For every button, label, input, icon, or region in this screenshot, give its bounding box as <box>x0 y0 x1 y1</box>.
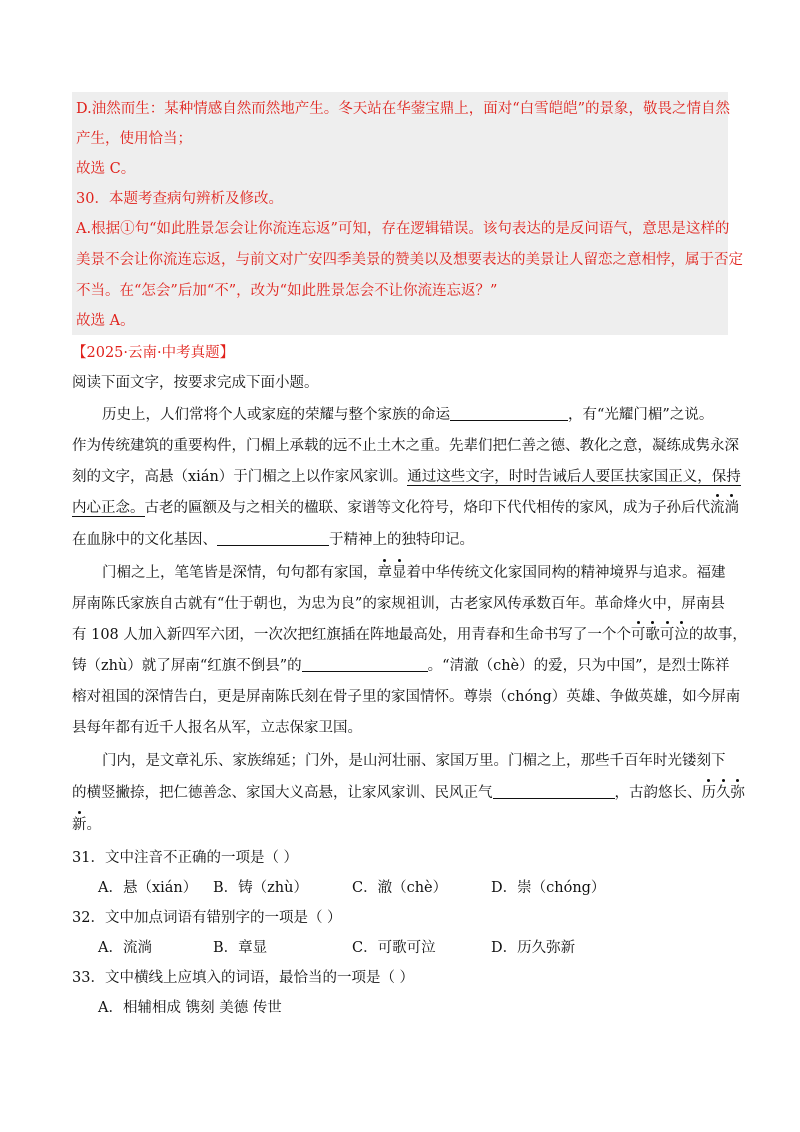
passage-text: 刻的文字，高悬（xián）于门楣之上以作家风家训。 <box>72 469 408 485</box>
passage-p2-line-2: 屏南陈氏家族自古就有“仕于朝也，为忠为良”的家规祖训，古老家风传承数百年。革命烽火中，屏南县 <box>72 596 725 612</box>
fill-blank-4 <box>493 783 615 799</box>
q30-explanation-title: 30．本题考查病句辨析及修改。 <box>76 191 283 207</box>
dotted-char: 显 <box>392 565 407 581</box>
passage-p1-line-5 <box>72 530 474 550</box>
dotted-char: 新 <box>72 817 87 833</box>
answer-d-line-1: D.油然而生：某种情感自然而然地产生。冬天站在华蓥宝鼎上，面对“白雪皑皑”的景象，敬畏之情自然 <box>76 101 731 117</box>
q32-option-c[interactable]: C．可歌可泣 <box>352 940 436 956</box>
answer-conclusion-c: 故选 C。 <box>76 161 136 177</box>
passage-text: 古老的匾额及与之相关的楹联、家谱等文化符号，烙印下代代相传的家风，成为子孙后代 <box>144 500 710 516</box>
passage-text: 。 <box>86 817 101 833</box>
source-tag: 【2025·云南·中考真题】 <box>72 345 235 361</box>
passage-p1-line-2: 作为传统建筑的重要构件，门楣上承载的远不止土木之重。先辈们把仁善之德、教化之意，凝练成隽永深 <box>72 438 739 454</box>
dotted-char: 泣 <box>674 627 689 643</box>
passage-p3-line-3 <box>72 815 101 835</box>
passage-p2-line-6: 县每年都有近千人报名从军，立志保家卫国。 <box>72 720 362 736</box>
dotted-char: 历 <box>701 785 716 801</box>
passage-text: 有 108 人加入新四军六团，一次次把红旗插在阵地最高处，用青春和生命书写了一个个 <box>72 627 631 643</box>
reading-instruction: 阅读下面文字，按要求完成下面小题。 <box>72 375 319 391</box>
dotted-char: 可 <box>630 627 646 643</box>
passage-text: 铸（zhù）就了屏南“红旗不倒县”的 <box>72 658 302 674</box>
passage-p1-line-4 <box>72 498 739 518</box>
passage-p2-line-4 <box>72 656 730 676</box>
dotted-char: 章 <box>377 565 392 581</box>
passage-p2-line-1 <box>102 563 726 583</box>
fill-blank-2 <box>217 530 329 546</box>
dotted-char: 歌 <box>645 627 660 643</box>
q31-option-a[interactable]: A．悬（xián） <box>98 880 198 896</box>
passage-p1-line-1 <box>102 405 713 425</box>
q31-option-c[interactable]: C．澈（chè） <box>352 880 448 896</box>
q32-option-d[interactable]: D．历久弥新 <box>491 940 576 956</box>
passage-text: 于精神上的独特印记。 <box>329 532 474 548</box>
q30-explanation-line-1: A.根据①句“如此胜景怎会让你流连忘返”可知，存在逻辑错误。该句表达的是反问语气，意思是这样的 <box>76 221 730 237</box>
q30-explanation-line-2: 美景不会让你流连忘返，与前文对广安四季美景的赞美以及想要表达的美景让人留恋之意相悖，属于否定 <box>76 252 743 268</box>
passage-text: 门楣之上，笔笔皆是深情，句句都有家国， <box>102 565 378 581</box>
q31-option-b[interactable]: B．铸（zhù） <box>213 880 308 896</box>
passage-text: 的横竖撇捺，把仁德善念、家国大义高悬，让家风家训、民风正气 <box>72 785 493 801</box>
passage-p2-line-5: 榕对祖国的深情告白，更是屏南陈氏刻在骨子里的家国情怀。尊崇（chóng）英雄、争做英雄，如今屏南 <box>72 689 741 705</box>
passage-text: ，有“光耀门楣”之说。 <box>568 407 714 423</box>
q32-option-a[interactable]: A．流淌 <box>98 940 152 956</box>
passage-text: 历史上，人们常将个人或家庭的荣耀与整个家族的命运 <box>102 407 450 423</box>
passage-p3-line-1: 门内，是文章礼乐、家族绵延；门外，是山河壮丽、家国万里。门楣之上，那些千百年时光镂刻下 <box>102 753 726 769</box>
passage-text: 着中华传统文化家国同构的精神境界与追求。福建 <box>406 565 726 581</box>
passage-p1-line-3 <box>72 467 741 487</box>
q30-explanation-line-3: 不当。在“怎会”后加“不”，改为“如此胜景怎会不让你流连忘返？” <box>76 283 498 299</box>
dotted-char: 流 <box>710 500 725 516</box>
passage-text: 。“清澈（chè）的爱，只为中国”，是烈士陈祥 <box>427 658 730 674</box>
passage-p3-line-2 <box>72 783 745 803</box>
dotted-char: 淌 <box>724 500 739 516</box>
passage-text: 的故事， <box>688 627 747 643</box>
dotted-char: 弥 <box>730 785 745 801</box>
dotted-char: 可 <box>659 627 675 643</box>
underlined-sentence: 通过这些文字，时时告诫后人要匡扶家国正义，保持 <box>407 469 741 485</box>
passage-text: ，古韵悠长、 <box>614 785 702 801</box>
q31-option-d[interactable]: D．崇（chóng） <box>491 880 606 896</box>
underlined-sentence-end: 内心正念。 <box>72 500 145 516</box>
fill-blank-1 <box>450 405 568 421</box>
answer-d-line-2: 产生，使用恰当； <box>76 131 192 147</box>
passage-text: 在血脉中的文化基因、 <box>72 532 217 548</box>
answer-conclusion-a: 故选 A。 <box>76 313 135 329</box>
q32-option-b[interactable]: B．章显 <box>213 940 268 956</box>
fill-blank-3 <box>302 656 428 672</box>
passage-p2-line-3 <box>72 625 747 645</box>
q33-option-a[interactable]: A．相辅相成 镌刻 美德 传世 <box>98 1000 282 1016</box>
question-32: 32．文中加点词语有错别字的一项是（ ） <box>72 910 342 926</box>
question-31: 31．文中注音不正确的一项是（ ） <box>72 850 299 866</box>
question-33: 33．文中横线上应填入的词语，最恰当的一项是（ ） <box>72 970 415 986</box>
dotted-char: 久 <box>716 785 731 801</box>
